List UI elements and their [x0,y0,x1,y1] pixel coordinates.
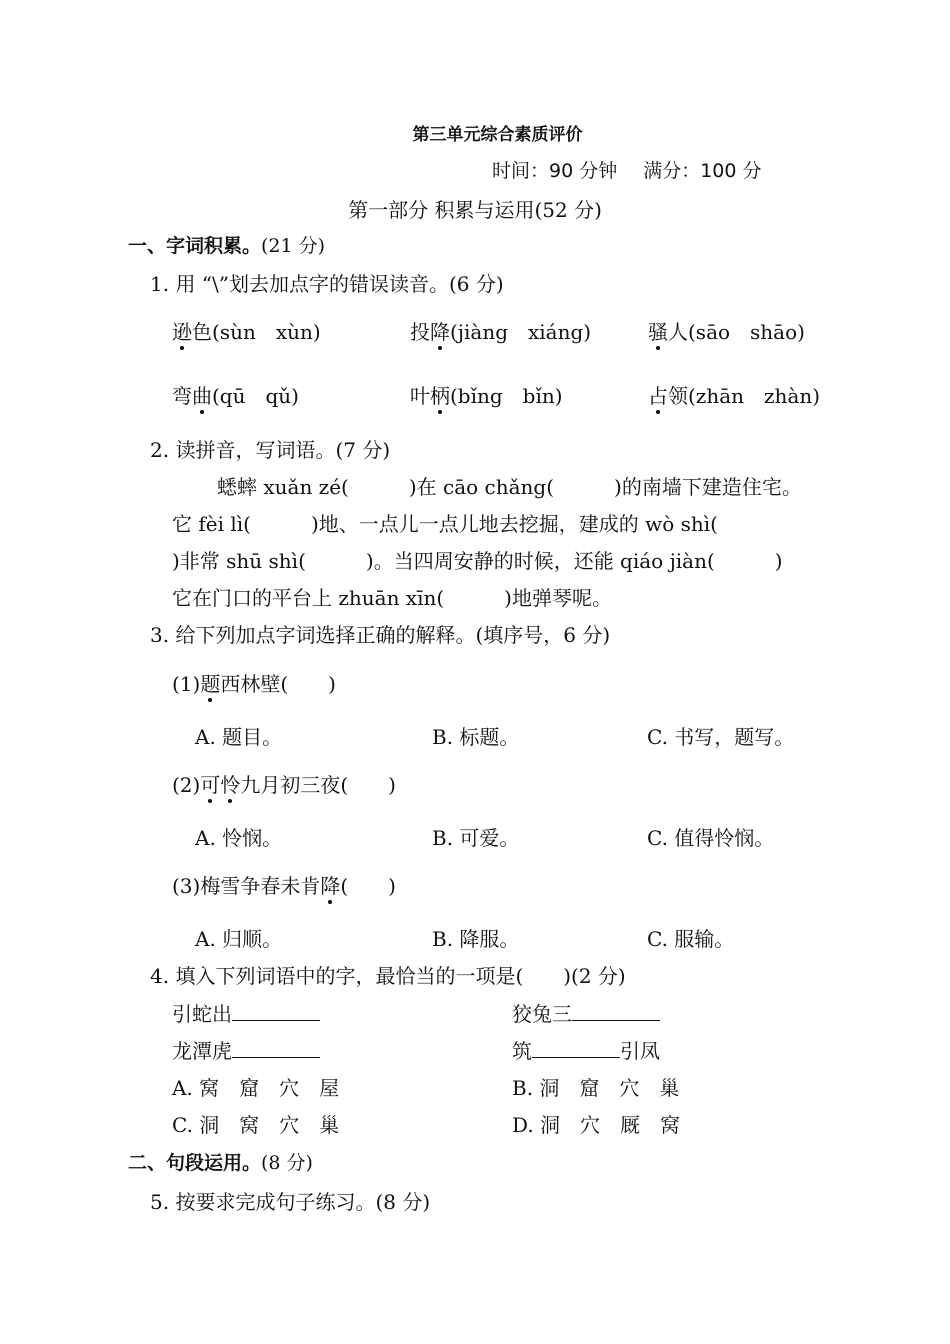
fill-blank[interactable] [232,1039,320,1058]
q2-text-line: 蟋蟀 xuǎn zé( )在 cāo chǎng( )的南墙下建造住宅。 [217,475,802,499]
dotted-char [200,773,240,797]
dotted-char: 降 [320,874,341,898]
part-heading: 第一部分 积累与运用(52 分) [348,198,602,222]
q2-text-line: )非常 shū shì( )。当四周安静的时候，还能 qiáo jiàn( ) [172,549,783,573]
q1-item: 骚人(sāo shāo) [648,320,805,344]
dotted-char: 怜 [220,773,241,797]
dotted-char: 占 [648,384,668,408]
section-heading [128,235,325,258]
q3-option: A. 题目。 [195,725,283,749]
q4-word: 狡兔三 [512,1002,660,1026]
q4-option: B. 洞 窟 穴 巢 [512,1076,680,1100]
q3-option: B. 降服。 [432,927,520,951]
section-score: (8 分) [261,1152,313,1174]
section-score: (21 分) [261,235,326,257]
q4-option: A. 窝 窟 穴 屋 [172,1076,340,1100]
q2-text-line: 它在门口的平台上 zhuān xīn( )地弹琴呢。 [172,586,612,610]
q1-item: 叶柄(bǐng bǐn) [410,384,563,408]
section-title: 二、句段运用。 [128,1152,262,1174]
dotted-char: 柄 [430,384,450,408]
question-4-prompt: 4. 填入下列词语中的字，最恰当的一项是( )(2 分) [150,964,626,988]
q4-word: 筑 引凤 [512,1039,660,1063]
q3-item: (3)梅雪争春未肯降( ) [172,874,396,898]
q2-text-line: 它 fèi lì( )地、一点儿一点儿地去挖掘，建成的 wò shì( [172,512,718,536]
q4-option: C. 洞 窝 穴 巢 [172,1113,340,1137]
q1-item: 占领(zhān zhàn) [648,384,821,408]
question-2-prompt: 2. 读拼音，写词语。(7 分) [150,438,391,462]
q1-item: 弯曲(qū qǔ) [172,384,299,408]
dotted-char: 曲 [192,384,212,408]
q3-option: C. 值得怜悯。 [647,826,775,850]
q3-option: B. 标题。 [432,725,520,749]
q3-option: C. 服输。 [647,927,735,951]
fill-blank[interactable] [572,1002,660,1021]
q1-item: 投降(jiàng xiáng) [410,320,592,344]
q4-option: D. 洞 穴 厩 窝 [512,1113,681,1137]
q3-option: C. 书写，题写。 [647,725,795,749]
q3-option: A. 怜悯。 [195,826,283,850]
fill-blank[interactable] [232,1002,320,1021]
page-title: 第三单元综合素质评价 [412,125,583,145]
dotted-char: 骚 [648,320,668,344]
dotted-char: 逊 [172,320,192,344]
q4-word: 引蛇出 [172,1002,320,1026]
section-title: 一、字词积累。 [128,235,262,257]
dotted-char: 可 [200,773,221,797]
q3-item: (1)题西林壁( ) [172,672,336,696]
q3-item: (2)可怜九月初三夜( ) [172,773,396,797]
exam-meta [492,160,762,183]
q1-item: 逊色(sùn xùn) [172,320,321,344]
q4-word: 龙潭虎 [172,1039,320,1063]
score-label: 满分：100 分 [643,160,762,182]
q3-option: B. 可爱。 [432,826,520,850]
section-heading [128,1152,313,1175]
dotted-char: 降 [430,320,450,344]
question-3-prompt: 3. 给下列加点字词选择正确的解释。(填序号，6 分) [150,623,611,647]
q3-option: A. 归顺。 [195,927,283,951]
dotted-char: 题 [200,672,221,696]
time-label: 时间：90 分钟 [492,160,618,182]
question-5-prompt: 5. 按要求完成句子练习。(8 分) [150,1190,431,1214]
question-1-prompt: 1. 用 “\”划去加点字的错误读音。(6 分) [150,272,504,296]
fill-blank[interactable] [532,1039,620,1058]
